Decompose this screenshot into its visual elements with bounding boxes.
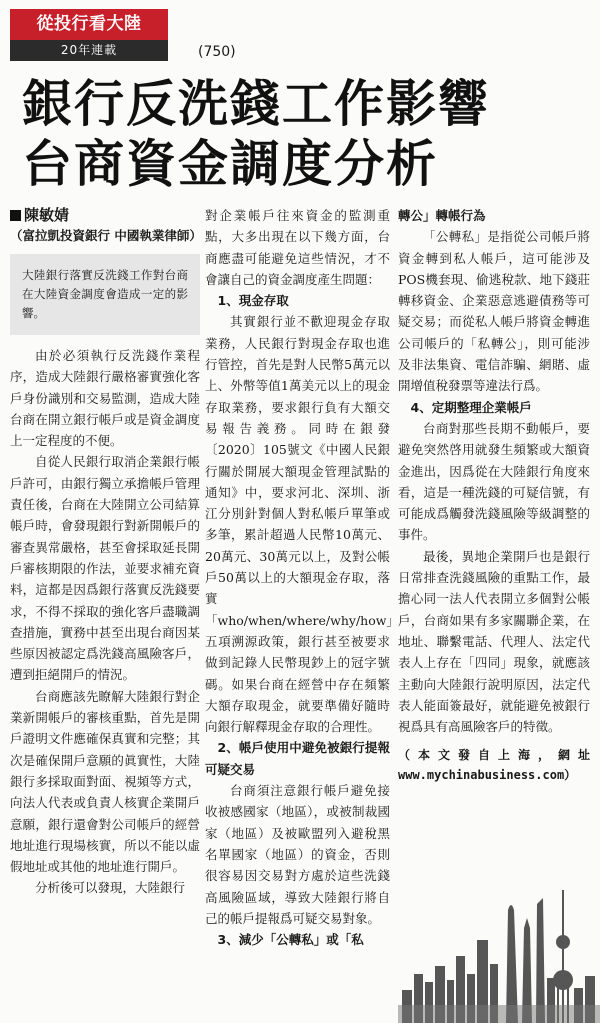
subheading-suspicious-transactions: 2、帳戶使用中避免被銀行提報可疑交易 bbox=[205, 740, 390, 777]
byline-square-icon bbox=[10, 210, 21, 221]
paragraph: 對企業帳戶往來資金的監測重點，大多出現在以下幾方面，台商應盡可能避免這些情況，才不會讓自己的資金調度產生問題： bbox=[205, 208, 390, 287]
author-affiliation: （富拉凱投資銀行 中國執業律師） bbox=[10, 228, 202, 243]
subheading-cash: 1、現金存取 bbox=[217, 293, 289, 309]
shanghai-skyline-illustration bbox=[398, 870, 600, 1023]
headline-line-1: 銀行反洗錢工作影響 bbox=[22, 75, 490, 133]
paragraph: 台商應該先瞭解大陸銀行對企業新開帳戶的審核重點，首先是開戶證明文件應確保真實和完整；其次是確保開戶意願的眞實性，大陸銀行多採取面對面、視頻等方式，向法人代表或負責人核實企業開戶意願，銀行還會對公司帳戶的經營地址進行現場核實，所以不能以虛假地址或其他的地址進行開戶。 bbox=[10, 688, 200, 875]
paragraph: 由於必須執行反洗錢作業程序，造成大陸銀行嚴格審實強化客戶身份識別和交易監測，造成大陸台商在開立銀行帳戶或是資金調度上一定程度的不便。 bbox=[10, 348, 200, 449]
paragraph: 「公轉私」是指從公司帳戶將資金轉到私人帳戶，這可能涉及POS機套現、偷逃稅款、地下錢莊轉移資金、企業惡意逃避債務等可疑交易；而從私人帳戶將資金轉進公司帳戶的「私轉公」，則可能涉及非法集資、電信詐騙、網賭、虛開增值稅發票等違法行爲。 bbox=[398, 229, 590, 394]
paragraph: 其實銀行並不歡迎現金存取業務，人民銀行對現金存取也進行管控，首先是對人民幣5萬元以上、外幣等值1萬美元以上的現金存取業務，要求銀行負有大額交易報告義務。同時在銀發〔2020〕105號文《中國人民銀行關於開展大額現金管理試點的通知》中，要求河北、深圳、浙江分別針對個人對私帳戶單筆或多筆，累計超過人民幣10萬元、20萬元、30萬元以上，及對公帳戶50萬以上的大額現金存取，落實「who/when/where/why/how」五項溯源政策，銀行甚至被要求做到記錄人民幣現鈔上的冠字號碼。如果台商在經營中存在頻繁大額存取現金，就要準備好隨時向銀行解釋現金存取的合理性。 bbox=[205, 314, 399, 735]
paragraph: 分析後可以發現，大陸銀行 bbox=[35, 880, 186, 896]
pullquote: 大陸銀行落實反洗錢工作對台商在大陸資金調度會造成一定的影響。 bbox=[10, 254, 200, 335]
subheading-transfers: 3、減少「公轉私」或「私 bbox=[217, 932, 364, 948]
subheading-transfers-cont: 轉公」轉帳行為 bbox=[398, 208, 486, 223]
paragraph: 自從人民銀行取消企業銀行帳戶許可，由銀行獨立承擔帳戶管理責任後，台商在大陸開立公司結算帳戶時，會發現銀行對新開帳戶的審查異常嚴格，甚至會採取延長開戶審核期限的作法，並要求補充資料，這都是因爲銀行落實反洗錢要求，不得不採取的強化客戶盡職調查措施，實務中甚至出現台商因某些原因被認定爲洗錢高風險客戶，遭到拒絕開戶的情況。 bbox=[10, 454, 200, 683]
article-column-2 bbox=[205, 205, 399, 950]
paragraph: 最後，異地企業開戶也是銀行日常排查洗錢風險的重點工作，最擔心同一法人代表開立多個對公帳戶，台商如果有多家關聯企業，在地址、聯繫電話、代理人、法定代表人上存在「四同」現象，就應該主動向大陸銀行說明原因，法定代表人能面簽最好，就能避免被銀行視爲具有高風險客戶的特徵。 bbox=[398, 548, 590, 735]
paragraph: 台商須注意銀行帳戶避免接收被感國家（地區），或被制裁國家（地區）及被歐盟列入避稅黑名單國家（地區）的資金，否則很容易因交易對方處於這些洗錢高風險區域，導致大陸銀行將自己的帳戶提報爲可疑交易對象。 bbox=[205, 783, 390, 926]
headline-line-2: 台商資金調度分析 bbox=[22, 135, 438, 193]
article-column-1 bbox=[10, 205, 200, 899]
author-byline bbox=[10, 205, 200, 226]
paragraph: 台商對那些長期不動帳戶，要避免突然啓用就發生頻繁或大額資金進出，因爲從在大陸銀行角度來看，這是一種洗錢的可疑信號，有可能成爲觸發洗錢風險等級調整的事件。 bbox=[398, 420, 590, 543]
issue-number: (750) bbox=[198, 44, 236, 60]
column-series-badge: 從投行看大陸 bbox=[10, 9, 168, 40]
series-subtitle-badge: 20年連載 bbox=[10, 40, 168, 61]
article-source-note: （本文發自上海，網址www.mychinabusiness.com） bbox=[398, 748, 590, 783]
author-name: 陳敏婧 bbox=[24, 206, 70, 224]
article-column-3 bbox=[398, 205, 590, 785]
subheading-account-cleanup: 4、定期整理企業帳戶 bbox=[410, 399, 532, 415]
